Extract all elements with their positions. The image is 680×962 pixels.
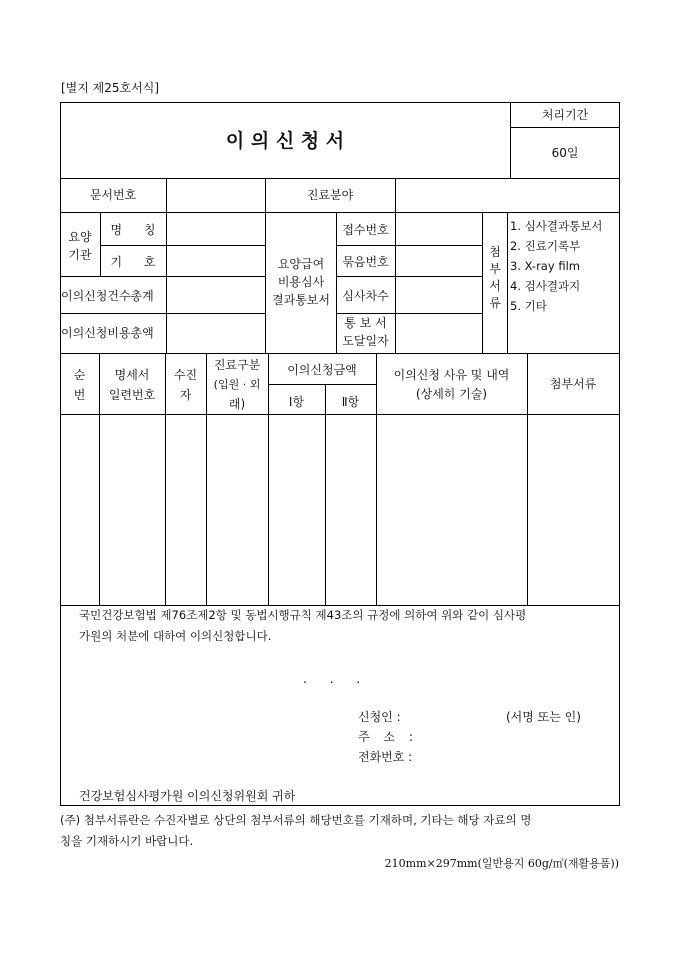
processing-period-label: 처리기간 [541,108,589,122]
statement-header-line1: 명세서 [114,368,150,382]
total-count-field[interactable] [167,277,265,313]
phone-label: 전화번호 : [358,750,413,764]
attach-docs-cell[interactable] [528,415,619,605]
attachment-item: 4. 검사결과지 [510,279,581,293]
attachment-item: 1. 심사결과통보서 [510,219,603,233]
type-header-line2: (입원 · 외 [213,378,261,391]
amount-header: 이의신청금액 [287,363,357,377]
name-label: 명 칭 [110,223,156,237]
notice-label-line1: 요양급여 [277,257,325,271]
processing-period-value: 60일 [551,146,579,160]
total-amount-label: 이의신청비용총액 [61,326,154,340]
statement-header-line2: 일련번호 [108,388,156,402]
type-header-line3: 래) [228,397,246,411]
bundle-number-label: 묶음번호 [342,255,389,269]
attachments-label [483,244,507,312]
review-round-label: 심사차수 [342,289,389,303]
type-cell[interactable] [207,415,268,605]
declaration-text-line2: 가원의 처분에 대하여 이의신청합니다. [79,629,272,643]
attach-docs-header: 첨부서류 [549,377,597,391]
receipt-number-field[interactable] [396,213,482,244]
footer-note-line1: (주) 첨부서류란은 수진자별로 상단의 첨부서류의 해당번호를 기재하며, 기타는 해당 자료의 명 [60,813,532,827]
medical-field-label: 진료분야 [306,188,354,202]
item1-cell[interactable] [269,415,325,605]
seq-cell[interactable] [61,415,99,605]
patient-header-line2: 자 [179,388,192,402]
type-header-line1: 진료구분 [213,358,261,372]
date-dots: . . . [303,672,361,686]
seq-header-line1: 순 [73,368,86,382]
paper-spec: 210mm×297mm(일반용지 60g/㎡(재활용품)) [384,857,619,870]
item1-header: Ⅰ항 [288,395,305,409]
reason-header-line1: 이의신청 사유 및 내역 [393,368,510,382]
provider-label-line2: 기관 [68,248,92,262]
address-label: 주 소 : [358,730,413,744]
medical-field-field[interactable] [396,179,619,212]
bundle-number-field[interactable] [396,246,482,276]
attachment-item: 2. 진료기록부 [510,239,581,253]
doc-number-label: 문서번호 [89,188,137,202]
attachment-item: 3. X-ray film [510,259,580,273]
arrival-date-line1: 통 보 서 [344,316,387,330]
item2-header: Ⅱ항 [341,395,360,409]
applicant-field[interactable] [424,707,504,725]
form-number-label: [별지 제25호서식] [61,81,159,95]
recipient: 건강보험심사평가원 이의신청위원회 귀하 [79,789,296,803]
arrival-date-field[interactable] [396,314,482,353]
reason-header-line2: (상세히 기술) [415,387,488,401]
doc-number-field[interactable] [167,179,265,212]
attachments-label-text: 첨 부 서 류 [489,245,501,310]
attachments-list [510,216,602,316]
total-count-label: 이의신청건수총계 [61,289,154,303]
notice-label-line3: 결과통보서 [272,293,330,307]
receipt-number-label: 접수번호 [342,223,389,237]
arrival-date-line2: 도달일자 [342,334,389,348]
provider-label-line1: 요양 [68,230,92,244]
applicant-label: 신청인 : [358,710,401,724]
item2-cell[interactable] [326,415,376,605]
symbol-label: 기 호 [110,255,156,269]
review-round-field[interactable] [396,277,482,313]
seq-header-line2: 번 [73,388,86,402]
signature-note: (서명 또는 인) [506,710,581,724]
address-field[interactable] [424,727,604,745]
patient-cell[interactable] [166,415,206,605]
declaration-text-line1: 국민건강보험법 제76조제2항 및 동법시행규칙 제43조의 규정에 의하여 위와 같이 심사평 [79,608,527,622]
attachment-item: 5. 기타 [510,299,547,313]
total-amount-field[interactable] [167,314,265,353]
reason-cell[interactable] [377,415,527,605]
form-title: 이 의 신 청 서 [225,130,345,152]
phone-field[interactable] [424,747,604,765]
provider-name-field[interactable] [167,213,265,244]
notice-label-line2: 비용심사 [277,275,325,289]
footer-note-line2: 칭을 기재하시기 바랍니다. [60,834,194,848]
provider-symbol-field[interactable] [167,246,265,276]
statement-cell[interactable] [100,415,165,605]
patient-header-line1: 수진 [173,368,198,382]
